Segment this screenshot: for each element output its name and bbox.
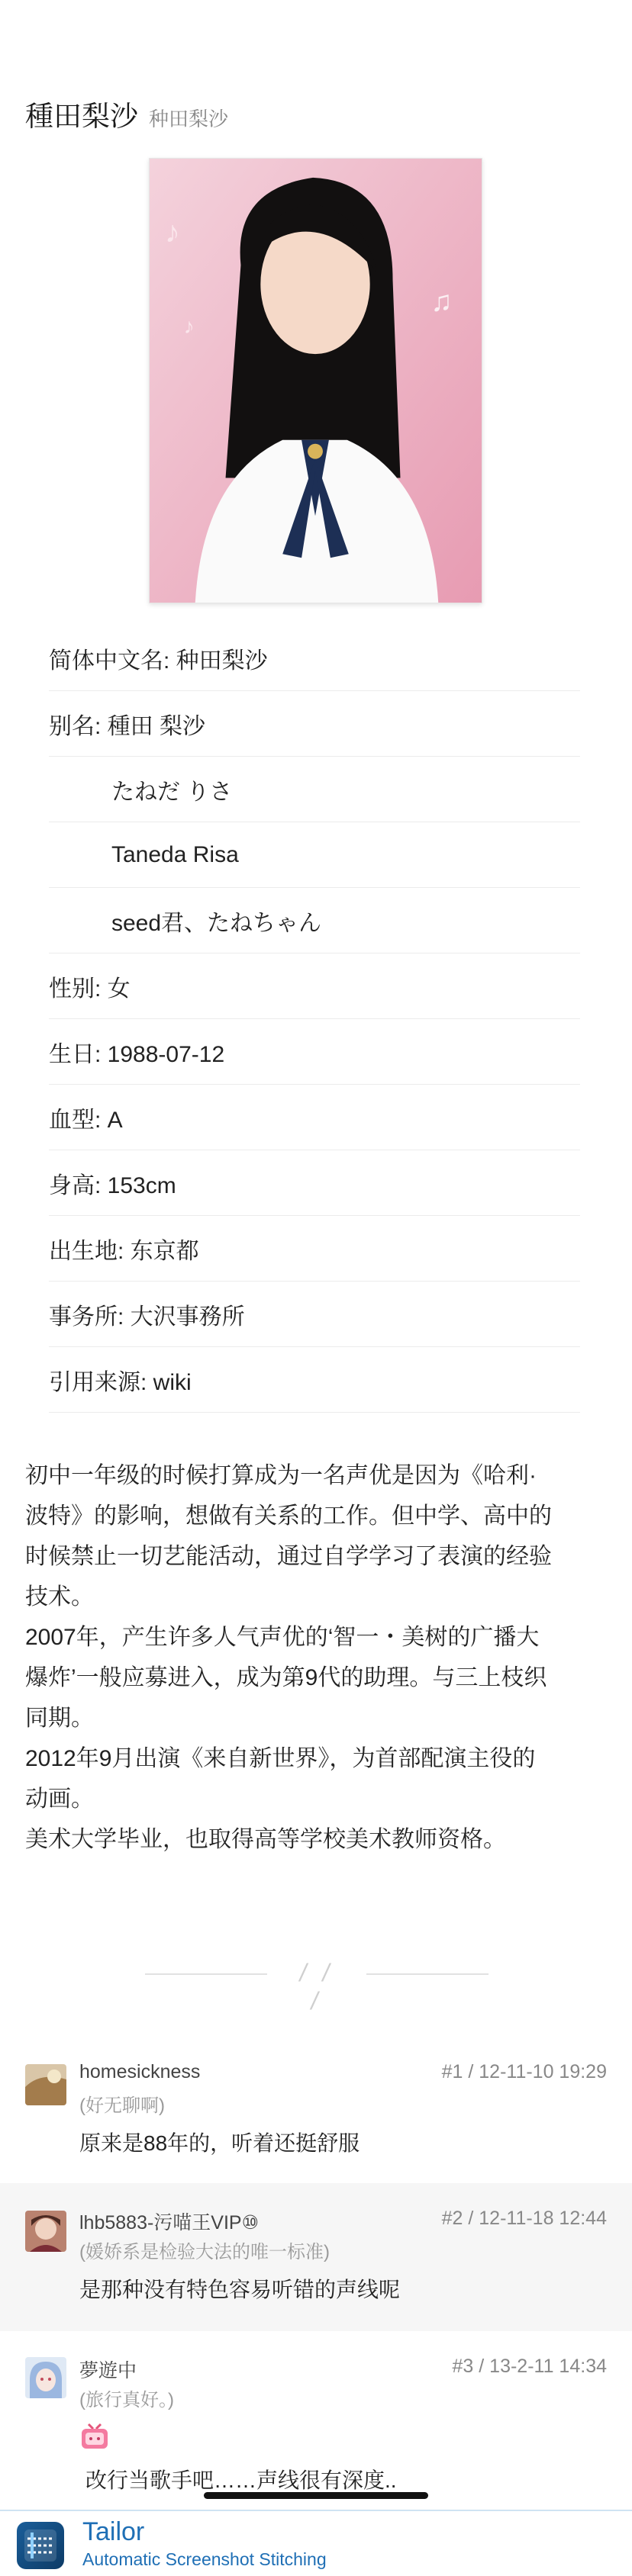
comment-signature: (好无聊啊)	[79, 2095, 165, 2116]
bio-line: 2007年，产生许多人气声优的‘智一・美树的广播大	[25, 1625, 540, 1650]
svg-text:♫: ♫	[430, 285, 453, 318]
info-row-agency: 事务所: 大沢事務所	[49, 1282, 580, 1347]
comment-username[interactable]: 夢遊中	[79, 2360, 137, 2381]
comment-username[interactable]: homesickness	[79, 2061, 201, 2082]
info-row-height: 身高: 153cm	[49, 1150, 580, 1216]
bio-line: 美术大学毕业，也取得高等学校美术教师资格。	[25, 1827, 506, 1852]
comment-text: 原来是88年的，听着还挺舒服	[79, 2131, 360, 2155]
comment-item	[0, 2333, 632, 2510]
tailor-logo-icon	[17, 2522, 64, 2569]
info-row-chinese-name: 简体中文名: 种田梨沙	[49, 626, 580, 691]
svg-text:♪: ♪	[164, 215, 180, 249]
profile-info-list	[49, 626, 580, 1413]
bio-line: 初中一年级的时候打算成为一名声优是因为《哈利·	[25, 1463, 537, 1488]
bio-line: 同期。	[25, 1706, 94, 1731]
bio-line: 波特》的影响，想做有关系的工作。但中学、高中的	[25, 1503, 552, 1529]
svg-text:♪: ♪	[183, 314, 195, 339]
comment-meta: #3 / 13-2-11 14:34	[452, 2356, 607, 2377]
info-row-source: 引用来源: wiki	[49, 1347, 580, 1413]
info-row-birthplace: 出生地: 东京都	[49, 1216, 580, 1282]
info-row-alias: 别名: 種田 梨沙	[49, 691, 580, 757]
tailor-banner	[0, 2510, 632, 2576]
page-title-chinese: 种田梨沙	[149, 108, 229, 130]
comment-signature: (旅行真好。)	[79, 2390, 174, 2410]
page-title-japanese: 種田梨沙	[25, 101, 138, 132]
bio-line: 技术。	[25, 1584, 94, 1610]
banner-title: Tailor	[82, 2517, 145, 2546]
comment-signature: (媛娇系是检验大法的唯一标准)	[79, 2242, 330, 2262]
comment-meta: #1 / 12-11-10 19:29	[441, 2061, 607, 2082]
portrait-image	[149, 158, 482, 603]
tv-emoji-icon	[79, 2423, 110, 2450]
banner-subtitle: Automatic Screenshot Stitching	[82, 2549, 327, 2569]
comment-text: 改行当歌手吧……声线很有深度..	[85, 2468, 397, 2492]
biography-text	[25, 1455, 607, 1860]
divider-line-left	[145, 1973, 267, 1975]
comment-text: 是那种没有特色容易听错的声线呢	[79, 2278, 401, 2301]
section-divider	[145, 1959, 489, 2015]
home-indicator[interactable]	[204, 2492, 428, 2499]
comment-username[interactable]: lhb5883-污喵王VIP⑩	[79, 2212, 260, 2233]
bio-line: 时候禁止一切艺能活动，通过自学学习了表演的经验	[25, 1544, 552, 1569]
info-row-blood-type: 血型: A	[49, 1085, 580, 1150]
avatar[interactable]	[25, 2064, 66, 2105]
avatar[interactable]	[25, 2211, 66, 2252]
info-row-alias-nickname: seed君、たねちゃん	[49, 888, 580, 954]
page-title	[25, 93, 228, 134]
bio-line: 动画。	[25, 1786, 94, 1812]
info-row-gender: 性别: 女	[49, 954, 580, 1019]
info-row-birthday: 生日: 1988-07-12	[49, 1019, 580, 1085]
divider-slashes: / / /	[299, 1959, 334, 2015]
comment-item	[0, 2037, 632, 2182]
bio-line: 2012年9月出演《来自新世界》，为首部配演主役的	[25, 1746, 536, 1771]
avatar[interactable]	[25, 2357, 66, 2398]
comment-item	[0, 2183, 632, 2331]
info-row-alias-romaji: Taneda Risa	[49, 822, 580, 888]
info-row-alias-kana: たねだ りさ	[49, 757, 580, 822]
comment-meta: #2 / 12-11-18 12:44	[441, 2208, 607, 2229]
bio-line: 爆炸’一般应募进入，成为第9代的助理。与三上枝织	[25, 1665, 547, 1690]
divider-line-right	[366, 1973, 489, 1975]
